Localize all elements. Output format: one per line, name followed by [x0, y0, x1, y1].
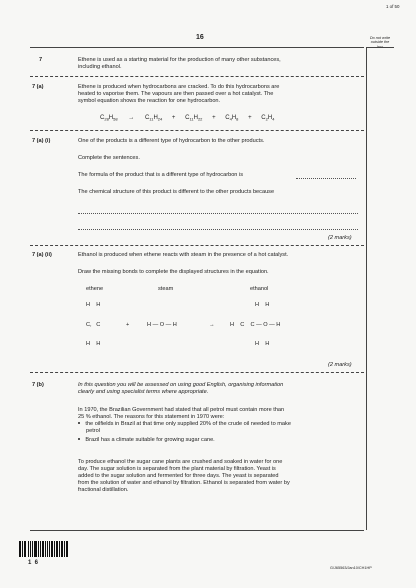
plus-sign: + [171, 115, 176, 121]
q7a-number: 7 (a) [32, 84, 44, 90]
q7b-intro-line: In this question you will be assessed on using good English, organising information [78, 382, 284, 388]
label-ethanol: ethanol [250, 286, 269, 292]
q7aii-marks: (2 marks) [328, 362, 352, 368]
plus-sign: + [126, 322, 130, 328]
q7-divider [30, 76, 364, 77]
plus-sign: + [248, 115, 252, 121]
reactant: $C_{28}H_{58}$ [100, 115, 118, 122]
reaction-arrow: → [209, 322, 215, 328]
q7b-para2 [78, 459, 290, 494]
q7b-para2-line: day. The sugar solution is separated from the plant material by filtration. Yeast is [78, 466, 276, 472]
answer-line[interactable] [296, 178, 356, 179]
q7ai-divider [30, 245, 364, 246]
product: $C_{11}H_{22}$ [185, 115, 203, 122]
q7a-text [78, 84, 279, 105]
barcode-icon [19, 541, 69, 557]
q7ai-marks: (2 marks) [328, 235, 352, 241]
q7a-divider [30, 130, 364, 131]
q7aii-text: Ethanol is produced when ethene reacts with steam in the presence of a hot catalyst. [78, 252, 289, 258]
bullet-item: Brazil has a climate suitable for growing sugar cane. [78, 437, 291, 444]
paper-code: G/J65563/Jan10/CH1HP [330, 566, 372, 570]
q7a-text-line: heated to vaporise them. The vapours are then passed over a hot catalyst. The [78, 91, 274, 97]
q7b-para1 [78, 407, 284, 421]
q7ai-sentence2: The chemical structure of this product is different to the other products because [78, 189, 275, 195]
q7-text-line: Ethene is used as a starting material for the production of many other substances, [78, 57, 281, 63]
margin-note-line: outside the [370, 40, 390, 45]
q7aii-instruction: Draw the missing bonds to complete the displayed structures in the equation. [78, 269, 269, 275]
bullet-icon [78, 438, 80, 440]
ethanol-row1: H H [255, 302, 270, 308]
margin-note-line: box [376, 44, 384, 49]
q7-text [78, 57, 281, 71]
q7b-number: 7 (b) [32, 382, 44, 388]
q7b-para1-line: In 1970, the Brazilian Government had stated that all petrol must contain more than [78, 407, 285, 413]
top-rule [30, 47, 364, 48]
q7b-para1-line: 25 % ethanol. The reasons for this statement in 1970 were: [78, 414, 225, 420]
answer-line[interactable] [78, 229, 358, 230]
product: $C_2H_4$ [261, 115, 275, 122]
q7ai-instruction: Complete the sentences. [78, 155, 140, 161]
ethene-row2: C, C [86, 322, 101, 328]
q7aii-divider [30, 372, 364, 373]
bullet-item: the oilfields in Brazil at that time only supplied 20% of the crude oil needed to make [78, 421, 291, 428]
bottom-rule [30, 530, 364, 531]
q7b-intro-line: clearly and using specialist terms where appropriate. [78, 389, 209, 395]
q7b-para2-line: from the solution of water and ethanol by filtration. Ethanol is separated from water by [78, 480, 290, 486]
q7b-para2-line: fractional distillation. [78, 487, 129, 493]
page-counter: 1 of 50 [386, 4, 400, 9]
ethanol-row2: H C C — O — H [230, 322, 281, 328]
q7ai-text: One of the products is a different type of hydrocarbon to the other products. [78, 138, 265, 144]
plus-sign: + [212, 115, 216, 121]
label-ethene: ethene [86, 286, 104, 292]
q7ai-sentence1: The formula of the product that is a different type of hydrocarbon is [78, 172, 244, 178]
q7ai-number: 7 (a) (i) [32, 138, 51, 144]
label-steam: steam [158, 286, 174, 292]
q7b-para2-line: To produce ethanol the sugar cane plants are crushed and soaked in water for one [78, 459, 283, 465]
q7b-bullets [78, 421, 291, 444]
product: $C_{11}H_{24}$ [144, 115, 163, 122]
ethene-row1: H H [86, 302, 101, 308]
bullet-icon [78, 422, 80, 424]
margin-box-line [366, 47, 367, 530]
product: $C_4H_8$ [225, 115, 239, 122]
page-number: 16 [196, 34, 204, 41]
q7a-text-line: symbol equation shows the reaction for one hydrocarbon. [78, 98, 221, 104]
ethene-row3: H H [86, 341, 101, 347]
barcode-number: 1 6 [28, 560, 39, 566]
q7-text-line: including ethanol. [78, 64, 122, 70]
bullet-item-continuation: petrol [86, 428, 100, 434]
margin-note-line: Do not write [369, 36, 391, 40]
ethanol-row3: H H [255, 341, 270, 347]
cracking-equation [100, 115, 274, 121]
q7aii-number: 7 (a) (ii) [32, 252, 52, 258]
reaction-arrow: → [128, 115, 135, 121]
q7-number: 7 [39, 57, 43, 63]
q7a-text-line: Ethene is produced when hydrocarbons are cracked. To do this hydrocarbons are [78, 84, 280, 90]
q7b-para2-line: added to the sugar solution and fermented for three days. The yeast is separated [78, 473, 279, 479]
answer-line[interactable] [78, 213, 358, 214]
q7b-intro [78, 382, 283, 396]
steam-structure: H — O — H [147, 322, 177, 328]
